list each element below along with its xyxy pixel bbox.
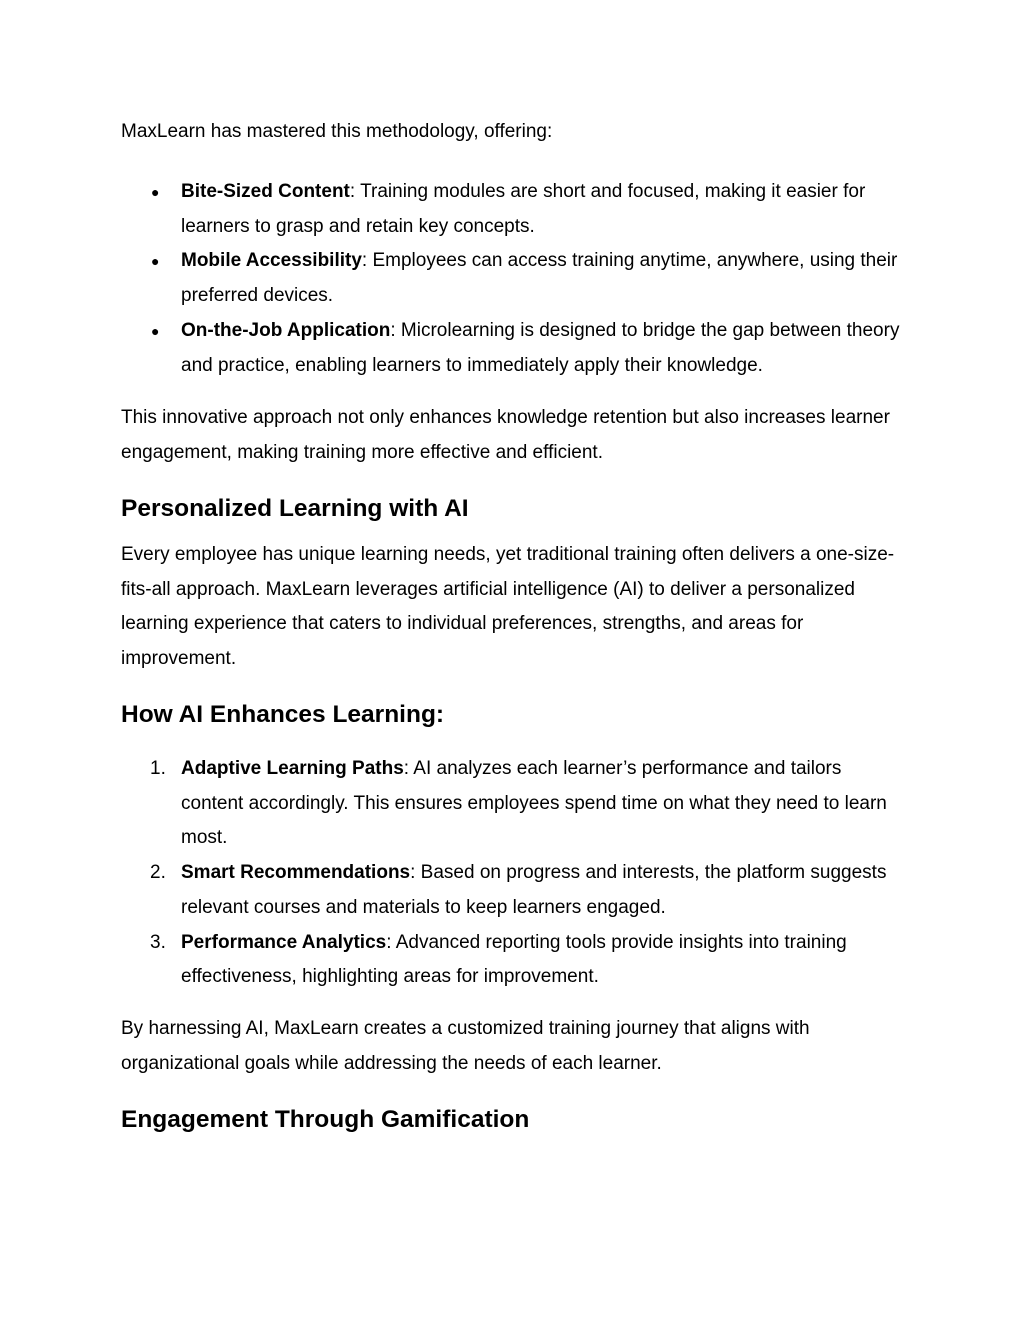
item-desc: : Employees can access training anytime, anywhere, using their preferred devices. (181, 250, 898, 307)
harnessing-paragraph: By harnessing AI, MaxLearn creates a customized training journey that aligns with organizational goals while addressing the needs of each learner. (121, 1018, 810, 1074)
item-term: Adaptive Learning Paths (181, 758, 404, 779)
intro-paragraph: MaxLearn has mastered this methodology, offering: (121, 121, 553, 142)
ai-benefits-list (121, 752, 901, 995)
bullet-icon: ● (151, 253, 160, 270)
offerings-list (121, 175, 901, 383)
item-term: Smart Recommendations (181, 862, 411, 884)
item-desc: : Training modules are short and focused, making it easier for learners to grasp and retain key concepts. (181, 181, 866, 237)
list-item (121, 314, 901, 383)
item-term: On-the-Job Application (181, 319, 391, 341)
approach-paragraph: This innovative approach not only enhances knowledge retention but also increases learner engagement, making training more effective and efficient. (121, 407, 890, 463)
bullet-icon: ● (151, 184, 160, 200)
item-desc: : Based on progress and interests, the platform suggests relevant courses and materials to keep learners engaged. (181, 862, 887, 918)
list-item (121, 926, 901, 995)
item-term: Bite-Sized Content (181, 181, 350, 202)
list-item (121, 752, 901, 856)
item-number: 2. (150, 862, 166, 884)
item-term: Mobile Accessibility (181, 250, 362, 272)
list-item (121, 175, 901, 244)
list-item (121, 244, 901, 313)
list-item (121, 856, 901, 925)
bullet-icon: ● (151, 322, 160, 339)
item-term: Performance Analytics (181, 931, 387, 953)
heading-how-ai-enhances: How AI Enhances Learning: (121, 701, 445, 728)
item-desc: : Microlearning is designed to bridge the gap between theory and practice, enabling learners to immediately apply their knowledge. (181, 319, 900, 376)
item-number: 1. (150, 758, 166, 779)
item-desc: : Advanced reporting tools provide insights into training effectiveness, highlighting areas for improvement. (181, 931, 847, 988)
personalized-paragraph: Every employee has unique learning needs, yet traditional training often delivers a one-size-fits-all approach. MaxLearn leverages artificial intelligence (AI) to deliver a personalized learning experience that caters to individual preferences, strengths, and areas for improvement. (121, 544, 895, 670)
heading-personalized-learning: Personalized Learning with AI (121, 495, 469, 522)
item-desc: : AI analyzes each learner’s performance and tailors content accordingly. This ensures employees spend time on what they need to learn most. (181, 758, 887, 849)
item-number: 3. (150, 931, 166, 953)
heading-gamification: Engagement Through Gamification (121, 1106, 530, 1133)
